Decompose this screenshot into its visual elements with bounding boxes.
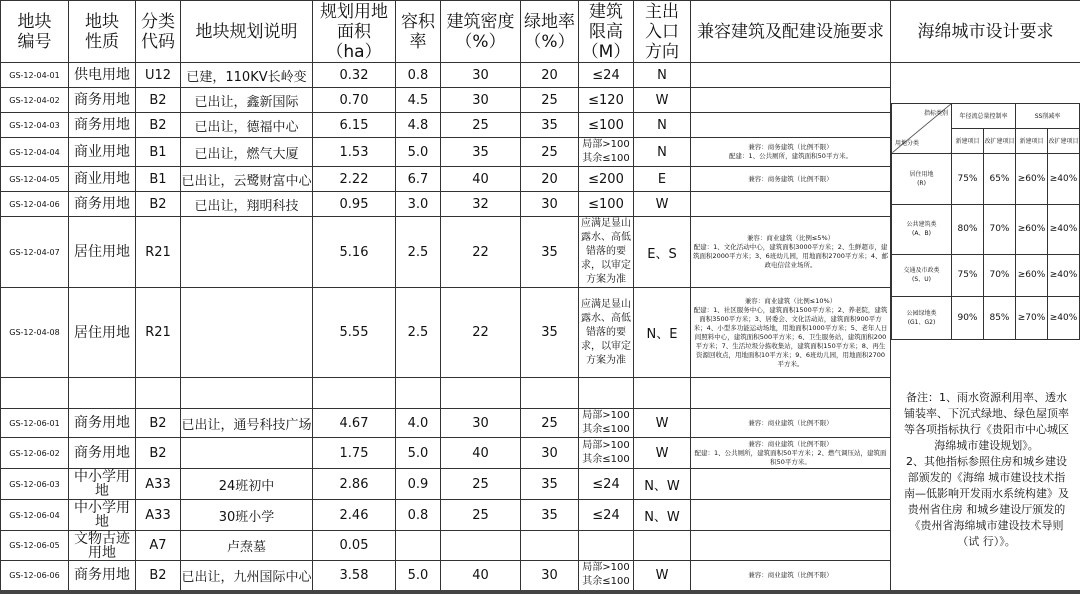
cell-compat — [691, 531, 891, 561]
cell-density: 35 — [441, 138, 521, 167]
cell-nature: 商务用地 — [69, 409, 136, 438]
sponge-indicator-table — [891, 103, 1080, 340]
cell-desc — [181, 438, 313, 469]
cell-desc: 已出让，鑫新国际 — [181, 88, 313, 113]
cell-area — [313, 378, 396, 409]
cell-id — [1, 378, 69, 409]
cell-compat — [691, 500, 891, 531]
cell-entry — [634, 531, 691, 561]
cell-id: GS-12-04-02 — [1, 88, 69, 113]
cell-green: 35 — [521, 288, 579, 378]
cell-area: 6.15 — [313, 113, 396, 138]
cell-id: GS-12-06-04 — [1, 500, 69, 531]
cell-code: B2 — [136, 438, 181, 469]
cell-desc: 已出让，云鹭财富中心 — [181, 167, 313, 192]
cell-height: ≤100 — [579, 192, 634, 217]
cell-green: 30 — [521, 561, 579, 592]
cell-compat — [691, 88, 891, 113]
sponge-row — [892, 153, 1080, 204]
sponge-value: 75% — [952, 153, 984, 204]
cell-height: ≤200 — [579, 167, 634, 192]
cell-id: GS-12-04-06 — [1, 192, 69, 217]
cell-far: 2.5 — [396, 217, 441, 288]
cell-height: 局部>100 其余≤100 — [579, 409, 634, 438]
cell-desc: 已出让，翔明科技 — [181, 192, 313, 217]
subheader: 新建项目 — [1016, 128, 1048, 153]
sponge-value: 70% — [984, 204, 1016, 254]
subheader: 新建项目 — [952, 128, 984, 153]
cell-desc: 已建，110KV长岭变 — [181, 63, 313, 88]
cell-height: 应满足显山露水、高低错落的要求，以审定方案为准 — [579, 288, 634, 378]
sponge-value: 70% — [984, 254, 1016, 296]
cell-far: 0.9 — [396, 469, 441, 500]
sponge-value: 90% — [952, 296, 984, 339]
cell-compat: 兼容：商业建筑（比例不限） — [691, 409, 891, 438]
cell-id: GS-12-04-04 — [1, 138, 69, 167]
cell-density: 22 — [441, 217, 521, 288]
sponge-value: ≥60% — [1016, 204, 1048, 254]
sponge-row — [892, 296, 1080, 339]
sponge-value: ≥70% — [1016, 296, 1048, 339]
cell-far: 5.0 — [396, 561, 441, 592]
cell-area: 5.55 — [313, 288, 396, 378]
cell-nature: 居住用地 — [69, 217, 136, 288]
sponge-city-panel — [891, 63, 1080, 592]
cell-density: 30 — [441, 409, 521, 438]
cell-code: A33 — [136, 500, 181, 531]
cell-id: GS-12-04-07 — [1, 217, 69, 288]
header-entry-direction: 主出 入口 方向 — [634, 1, 691, 63]
cell-nature: 商务用地 — [69, 192, 136, 217]
header-compatible-buildings: 兼容建筑及配建设施要求 — [691, 1, 891, 63]
cell-area: 0.95 — [313, 192, 396, 217]
cell-density — [441, 378, 521, 409]
cell-height: ≤100 — [579, 113, 634, 138]
cell-desc — [181, 288, 313, 378]
cell-green: 35 — [521, 217, 579, 288]
cell-code: R21 — [136, 217, 181, 288]
cell-desc: 已出让，通号科技广场 — [181, 409, 313, 438]
subheader: 改扩建项目 — [984, 128, 1016, 153]
sponge-value: 65% — [984, 153, 1016, 204]
cell-compat: 兼容：商业建筑（比例不限） — [691, 561, 891, 592]
cell-green — [521, 378, 579, 409]
sponge-value: 80% — [952, 204, 984, 254]
cell-green: 20 — [521, 167, 579, 192]
cell-code: U12 — [136, 63, 181, 88]
cell-compat: 兼容：商务建筑（比例不限） — [691, 167, 891, 192]
cell-id: GS-12-04-03 — [1, 113, 69, 138]
cell-area: 2.86 — [313, 469, 396, 500]
sponge-value: 75% — [952, 254, 984, 296]
cell-far: 0.8 — [396, 500, 441, 531]
cell-desc: 30班小学 — [181, 500, 313, 531]
cell-entry: N — [634, 63, 691, 88]
header-description: 地块规划说明 — [181, 1, 313, 63]
cell-entry: N — [634, 113, 691, 138]
cell-area: 2.46 — [313, 500, 396, 531]
sponge-value: ≥60% — [1016, 153, 1048, 204]
cell-far: 2.5 — [396, 288, 441, 378]
cell-code: B2 — [136, 192, 181, 217]
cell-green: 35 — [521, 469, 579, 500]
cell-id: GS-12-04-05 — [1, 167, 69, 192]
cell-density: 22 — [441, 288, 521, 378]
cell-nature: 商务用地 — [69, 88, 136, 113]
cell-compat: 兼容：商务建筑（比例不限） 配建：1、公共厕所，建筑面积50平方米。 — [691, 138, 891, 167]
cell-desc — [181, 217, 313, 288]
cell-green: 25 — [521, 138, 579, 167]
cell-far: 4.8 — [396, 113, 441, 138]
cell-height: ≤24 — [579, 469, 634, 500]
cell-code: B1 — [136, 167, 181, 192]
cell-green: 35 — [521, 113, 579, 138]
header-height-limit: 建筑 限高 （M） — [579, 1, 634, 63]
sponge-row — [892, 254, 1080, 296]
subheader: 改扩建项目 — [1048, 128, 1080, 153]
sponge-row — [892, 204, 1080, 254]
cell-entry: W — [634, 88, 691, 113]
cell-compat — [691, 378, 891, 409]
sponge-value: ≥40% — [1048, 296, 1080, 339]
cell-area: 0.05 — [313, 531, 396, 561]
cell-code: B2 — [136, 561, 181, 592]
cell-green: 30 — [521, 438, 579, 469]
cell-entry: W — [634, 192, 691, 217]
cell-green — [521, 531, 579, 561]
cell-desc: 24班初中 — [181, 469, 313, 500]
cell-nature — [69, 378, 136, 409]
cell-entry: E — [634, 167, 691, 192]
cell-code: B2 — [136, 113, 181, 138]
cell-height: ≤24 — [579, 500, 634, 531]
cell-area: 3.58 — [313, 561, 396, 592]
cell-height: 局部>100 其余≤100 — [579, 438, 634, 469]
cell-far: 3.0 — [396, 192, 441, 217]
cell-green: 20 — [521, 63, 579, 88]
cell-far: 5.0 — [396, 138, 441, 167]
header-row — [1, 1, 1080, 63]
cell-desc — [181, 378, 313, 409]
cell-area: 5.16 — [313, 217, 396, 288]
cell-density — [441, 531, 521, 561]
cell-nature: 商务用地 — [69, 113, 136, 138]
land-category: 居住用地 (R) — [892, 153, 952, 204]
cell-area: 2.22 — [313, 167, 396, 192]
header-far: 容积率 — [396, 1, 441, 63]
header-nature: 地块 性质 — [69, 1, 136, 63]
cell-area: 1.53 — [313, 138, 396, 167]
cell-id: GS-12-06-02 — [1, 438, 69, 469]
cell-height: 应满足显山露水、高低错落的要求，以审定方案为准 — [579, 217, 634, 288]
cell-compat — [691, 63, 891, 88]
cell-density: 40 — [441, 561, 521, 592]
header-code: 分类 代码 — [136, 1, 181, 63]
land-category: 交通及市政类 (S、U) — [892, 254, 952, 296]
cell-height: ≤24 — [579, 63, 634, 88]
cell-code: A7 — [136, 531, 181, 561]
cell-nature: 商业用地 — [69, 167, 136, 192]
diagonal-header-cell — [892, 103, 952, 153]
cell-nature: 供电用地 — [69, 63, 136, 88]
cell-height — [579, 531, 634, 561]
sponge-value: ≥40% — [1048, 153, 1080, 204]
cell-code: B2 — [136, 409, 181, 438]
cell-desc: 已出让，燃气大厦 — [181, 138, 313, 167]
cell-id: GS-12-06-03 — [1, 469, 69, 500]
cell-height — [579, 378, 634, 409]
cell-id: GS-12-06-05 — [1, 531, 69, 561]
cell-green: 25 — [521, 409, 579, 438]
cell-far: 5.0 — [396, 438, 441, 469]
cell-nature: 文物古迹用地 — [69, 531, 136, 561]
cell-density: 25 — [441, 113, 521, 138]
cell-code: B2 — [136, 88, 181, 113]
cell-compat — [691, 113, 891, 138]
cell-desc: 已出让，德福中心 — [181, 113, 313, 138]
cell-far: 6.7 — [396, 167, 441, 192]
cell-compat: 兼容：商业建筑（比例不限） 配建：1、公共厕所，建筑面积50平方米；2、燃气调压站，建筑面积50平方米。 — [691, 438, 891, 469]
cell-far: 0.8 — [396, 63, 441, 88]
cell-green: 25 — [521, 88, 579, 113]
cell-height: 局部>100 其余≤100 — [579, 561, 634, 592]
cell-nature: 中小学用地 — [69, 500, 136, 531]
cell-area: 4.67 — [313, 409, 396, 438]
cell-entry: W — [634, 438, 691, 469]
cell-compat: 兼容：商业建筑（比例≤10%） 配建：1、社区服务中心，建筑面积1500平方米；2、养老院，建筑面积3500平方米；3、居委会、文化活动站，建筑面积900平方米；4、小型多功能运动场地，用地面积1000平方米；5、老年人日间照料中心，建筑面积500平方米；6、卫生服务站，建筑面积200平方米；7、生活垃圾分拣收集站，建筑面积150平方米；8、再生资源回收点，用地面积10平方米；9、6班幼儿园，用地面积2700平方米。 — [691, 288, 891, 378]
cell-compat — [691, 192, 891, 217]
header-sponge-city: 海绵城市设计要求 — [891, 1, 1080, 63]
cell-compat — [691, 469, 891, 500]
cell-entry: W — [634, 561, 691, 592]
cell-area: 0.70 — [313, 88, 396, 113]
cell-code: R21 — [136, 288, 181, 378]
cell-entry: N — [634, 138, 691, 167]
header-plot-id: 地块 编号 — [1, 1, 69, 63]
cell-far — [396, 378, 441, 409]
cell-entry: E、S — [634, 217, 691, 288]
sponge-notes: 备注：1、雨水资源利用率、透水铺装率、下沉式绿地、绿色屋顶率等各项指标执行《贵阳市中心城区海绵城市建设规划》。 2、其他指标参照住房和城乡建设部颁发的《海绵 城市建设技术指南—低影响开发雨水系统构建》及贵州省住房 和城乡建设厅颁发的《贵州省海绵城市建设技术导则（试 行）》。 — [891, 340, 1080, 550]
group-ss-reduction: SS削减率 — [1016, 103, 1080, 128]
cell-nature: 中小学用地 — [69, 469, 136, 500]
cell-height: ≤120 — [579, 88, 634, 113]
cell-code: A33 — [136, 469, 181, 500]
cell-nature: 商务用地 — [69, 561, 136, 592]
cell-id: GS-12-06-06 — [1, 561, 69, 592]
cell-far — [396, 531, 441, 561]
sponge-value: 85% — [984, 296, 1016, 339]
cell-density: 25 — [441, 500, 521, 531]
cell-density: 25 — [441, 469, 521, 500]
header-area: 规划用地 面积 （ha） — [313, 1, 396, 63]
cell-density: 30 — [441, 88, 521, 113]
land-category: 公园绿地类 (G1、G2) — [892, 296, 952, 339]
cell-density: 32 — [441, 192, 521, 217]
cell-area: 1.75 — [313, 438, 396, 469]
cell-density: 40 — [441, 167, 521, 192]
cell-code — [136, 378, 181, 409]
cell-entry: N、W — [634, 500, 691, 531]
cell-far: 4.5 — [396, 88, 441, 113]
header-density: 建筑密度 （%） — [441, 1, 521, 63]
cell-entry: N、E — [634, 288, 691, 378]
cell-area: 0.32 — [313, 63, 396, 88]
group-runoff-rate: 年径流总量控制率 — [952, 103, 1016, 128]
corner-top-label: 指标类别 — [924, 108, 948, 117]
cell-green: 30 — [521, 192, 579, 217]
cell-code: B1 — [136, 138, 181, 167]
cell-nature: 商业用地 — [69, 138, 136, 167]
cell-id: GS-12-04-01 — [1, 63, 69, 88]
corner-bottom-label: 用地分类 — [895, 138, 919, 147]
sponge-value: ≥40% — [1048, 254, 1080, 296]
sponge-value: ≥60% — [1016, 254, 1048, 296]
cell-far: 4.0 — [396, 409, 441, 438]
cell-height: 局部>100 其余≤100 — [579, 138, 634, 167]
table-row — [1, 63, 1080, 88]
cell-nature: 商务用地 — [69, 438, 136, 469]
cell-density: 30 — [441, 63, 521, 88]
cell-id: GS-12-04-08 — [1, 288, 69, 378]
header-green-rate: 绿地率 （%） — [521, 1, 579, 63]
cell-nature: 居住用地 — [69, 288, 136, 378]
cell-density: 40 — [441, 438, 521, 469]
land-category: 公共建筑类 (A、B) — [892, 204, 952, 254]
cell-entry: N、W — [634, 469, 691, 500]
cell-entry — [634, 378, 691, 409]
cell-compat: 兼容：商业建筑（比例≤5%） 配建：1、文化活动中心，建筑面积3000平方米；2、生鲜超市，建筑面积2000平方米；3、6班幼儿园，用地面积2700平方米；4、邮政电信营业场所。 — [691, 217, 891, 288]
cell-desc: 已出让，九州国际中心 — [181, 561, 313, 592]
cell-green: 35 — [521, 500, 579, 531]
cell-id: GS-12-06-01 — [1, 409, 69, 438]
cell-entry: W — [634, 409, 691, 438]
sponge-value: ≥40% — [1048, 204, 1080, 254]
cell-desc: 卢焘墓 — [181, 531, 313, 561]
